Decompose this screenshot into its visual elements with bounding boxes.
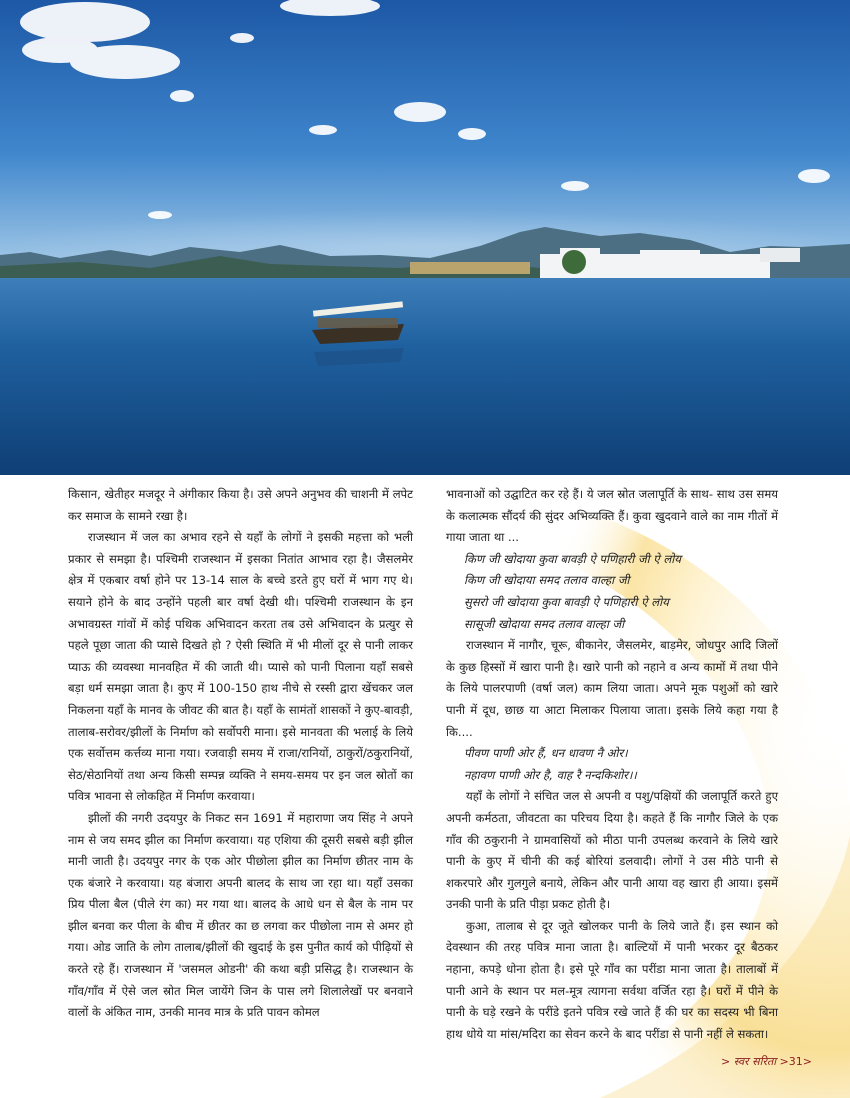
paragraph: किसान, खेतीहर मजदूर ने अंगीकार किया है। उसे अपने अनुभव की चाशनी में लपेट कर समाज के सामने रखा है। xyxy=(68,487,413,523)
verse-line: किण जी खोदाया समद तलाव वाल्हा जी xyxy=(464,573,630,588)
paragraph: राजस्थान में जल का अभाव रहने से यहाँ के लोगों ने इसकी महत्ता को भली प्रकार से समझा है। पश्चिमी राजस्थान में इसका नितांत आभाव रहा है। जैसलमेर क्षेत्र में एकबार वर्षा होने पर 13-14 साल के बच्चे डरते हुए घरों में भाग गए थे। सयाने होने के बाद उन्होंने पहली बार वर्षा देखी थी। पश्चिमी राजस्थान के इन अभावग्रस्त गांवों में कोई पथिक अभिवादन करता तब उसे अभिवादन के प्रत्युर से पहले पूछा जाता की प्यासे दिखते हो ? ऐसी स्थिति में भी मीलों दूर से पानी लाकर प्याऊ की व्यवस्था मानवहित में की जाती थी। प्यासे को पानी पिलाना यहाँ सबसे बड़ा धर्म समझा जाता है। कुए में 100-150 हाथ नीचे से रस्सी द्वारा खेंचकर जल निकलना यहाँ के मानव के जीवट की बात है। यहाँ के सामंतों शासकों ने कुए-बावड़ी, तालाब-सरोवर/झीलों के निर्माण को सर्वोपरी माना। इसे मानवता की भलाई के लिये एक सर्वोत्तम कर्त्तव्य माना गया। रजवाड़ी समय में राजा/रानियों, ठाकुरों/ठकुरानियों, सेठ/सेठानियों तथा अन्य किसी सम्पन्न व्यक्ति ने समय-समय पर इन जल स्रोतों का पवित्र भावना से लोकहित में निर्माण करवाया। xyxy=(68,530,413,804)
page-footer xyxy=(721,1054,812,1069)
magazine-name: स्वर सरिता xyxy=(733,1055,777,1068)
footer-left-mark: > xyxy=(721,1055,734,1068)
shore-buildings xyxy=(410,262,530,274)
right-column xyxy=(446,484,778,1045)
left-column xyxy=(68,484,413,1024)
paragraph: झीलों की नगरी उदयपुर के निकट सन 1691 में महाराणा जय सिंह ने अपने नाम से जय समद झील का निर्माण करवाया। यह एशिया की दूसरी सबसे बड़ी झील मानी जाती है। उदयपुर नगर के एक ओर पीछोला झील का निर्माण छीतर नाम के एक बंजारे ने करवाया। यह बंजारा अपनी बालद के साथ जा रहा था। यहाँ उसका प्रिय पीला बैल (पीले रंग का) मर गया था। बालद के आधे धन से बैल के नाम पर झील बनवा कर पीला के बीच में छीतर का छ लगवा कर पीछोला नाम से अमर हो गया। ओड जाति के लोग तालाब/झीलों की खुदाई के इस पुनीत कार्य को पीढ़ियों से करते रहे हैं। राजस्थान में 'जसमल ओडनी' की कथा बड़ी प्रसिद्ध है। राजस्थान के गाँव/गाँव में ऐसे जल स्रोत मिल जायेंगे जिन के पास लगे शिलालेखों पर बनवाने वालों के अंकित नाम, उनकी मानव मात्र के प्रति पावन कोमल xyxy=(68,810,413,1020)
footer-right-mark: > xyxy=(802,1055,812,1068)
verse-line: पीवण पाणी ओर हैं, धन धावण नै ओर। xyxy=(464,746,628,761)
page-number: 31 xyxy=(788,1055,803,1068)
paragraph: भावनाओं को उद्घाटित कर रहे हैं। ये जल स्रोत जलापूर्ति के साथ- साथ उस समय के कलात्मक सौंदर्य की सुंदर अभिव्यक्ति हैं। कुवा खुदवाने वाले का नाम गीतों में गाया जाता था ... xyxy=(446,487,779,545)
paragraph: कुआ, तालाब से दूर जूते खोलकर पानी के लिये जाते हैं। इस स्थान को देवस्थान की तरह पवित्र माना जाता है। बाल्टियों में पानी भरकर दूर बैठकर नहाना, कपड़े धोना होता है। इसे पूरे गाँव का परींडा माना जाता है। तालाबों में पानी आने के स्थान पर मल-मूत्र त्यागना सर्वथा वर्जित रहा है। घरों में पीने के पानी के घड़े रखने के परींडे इतने पवित्र रखे जाते हैं की घर का सदस्य भी बिना हाथ धोये या मांस/मदिरा का सेवन करने के बाद परींडा से पानी नहीं ले सकता। xyxy=(446,918,778,1041)
paragraph: यहाँ के लोगों ने संचित जल से अपनी व पशु/पक्षियों की जलापूर्ति करते हुए अपनी कर्मठता, जीवटता का परिचय दिया है। कहते हैं कि नागौर जिले के एक गाँव की ठकुरानी ने ग्रामवासियों को मीठा पानी उपलब्ध करवाने के लिये खारे पानी के कुए में चीनी की कई बोरियां डलवादी। लोगों ने उस मीठे पानी से शकरपारे और गुलगुले बनाये, लेकिन और पानी आया वह खारा ही आया। इसमें उनकी पानी के प्रति पीड़ा प्रकट होती है। xyxy=(446,789,778,912)
paragraph: राजस्थान में नागौर, चूरू, बीकानेर, जैसलमेर, बाड़मेर, जोधपुर आदि जिलों के कुछ हिस्सों में खारा पानी है। खारे पानी को नहाने व अन्य कामों में तथा पीने के लिये पालरपाणी (वर्षा जल) काम लिया जाता। अपने मूक पशुओं को खारे पानी में दूध, छाछ या आटा मिलाकर पिलाया जाता। इसके लिये कहा गया है कि.... xyxy=(446,638,778,739)
lake-palace-photo xyxy=(0,0,850,475)
header-photo xyxy=(0,0,850,475)
verse-line: सासूजी खोदाया समद तलाव वाल्हा जी xyxy=(464,616,625,631)
verse-line: नहावण पाणी ओर है, वाह रै नन्दकिशोर।। xyxy=(464,767,637,782)
verse-line: किण जी खोदाया कुवा बावड़ी ऐ पणिहारी जी ऐ लोय xyxy=(464,551,681,566)
verse-line: सुसरो जी खोदाया कुवा बावड़ी ऐ पणिहारी ऐ लोय xyxy=(464,594,669,609)
footer-sep: > xyxy=(776,1055,789,1068)
palace-tree xyxy=(562,250,586,274)
